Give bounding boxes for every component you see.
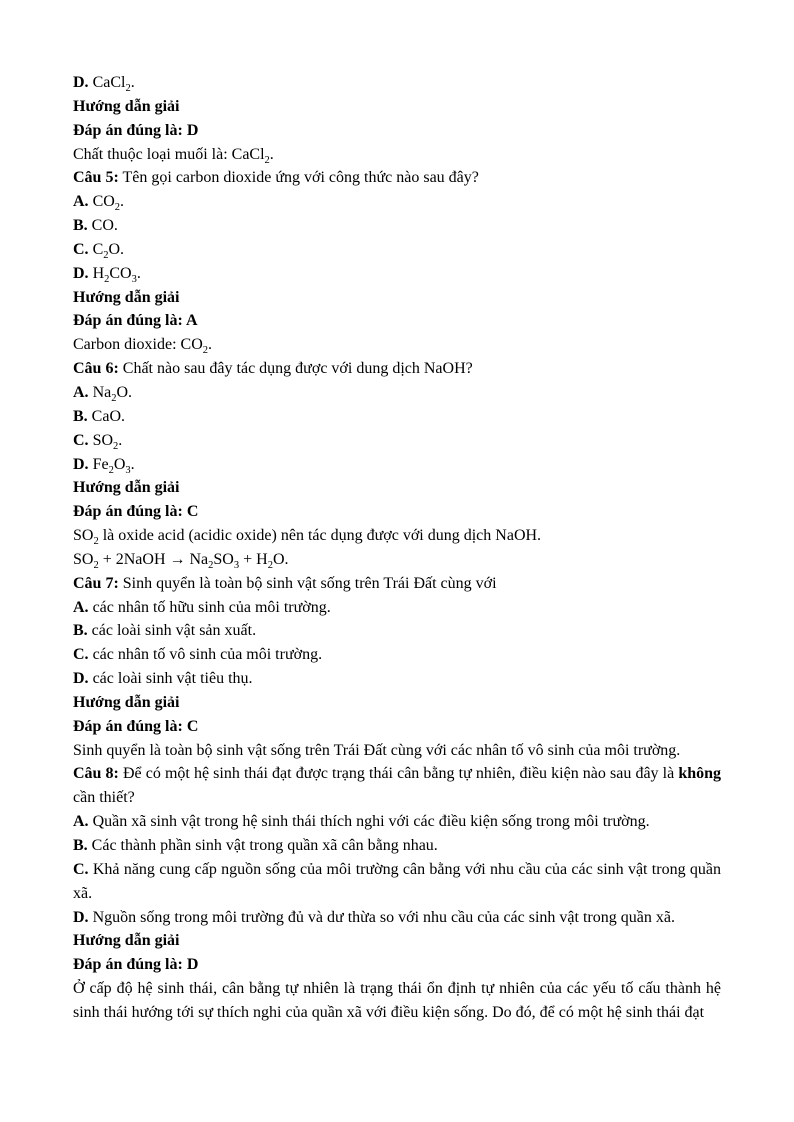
paragraph <box>73 214 721 238</box>
subscript-text: 2 <box>267 560 273 572</box>
paragraph <box>73 906 721 930</box>
paragraph <box>73 476 721 500</box>
paragraph <box>73 333 721 357</box>
body-text: . <box>208 336 213 354</box>
document-content <box>73 71 721 1025</box>
body-text: Các thành phần sinh vật trong quần xã cân bằng nhau. <box>87 837 438 854</box>
bold-text: Hướng dẫn giải <box>73 288 180 306</box>
paragraph <box>73 500 721 524</box>
paragraph <box>73 286 721 310</box>
subscript-text: 2 <box>108 464 114 476</box>
body-text: Để có một hệ sinh thái đạt được trạng thái cân bằng tự nhiên, điều kiện nào sau đây là <box>118 765 679 783</box>
body-text: Sinh quyển là toàn bộ sinh vật sống trên Trái Đất cùng với các nhân tố vô sinh của môi trường. <box>73 741 681 759</box>
subscript-text: 2 <box>113 440 119 452</box>
body-text: . <box>120 193 125 211</box>
body-text: C <box>88 240 104 258</box>
paragraph <box>73 810 721 834</box>
paragraph <box>73 858 721 906</box>
body-text: CO <box>88 193 115 211</box>
paragraph <box>73 596 721 620</box>
body-text: Carbon dioxide: CO <box>73 336 203 354</box>
bold-text: Đáp án đúng là: A <box>73 312 198 330</box>
bold-text: Đáp án đúng là: C <box>73 717 199 735</box>
bold-text: A. <box>73 813 89 831</box>
body-text: Na <box>88 383 112 401</box>
subscript-text: 2 <box>93 536 99 548</box>
paragraph <box>73 357 721 381</box>
bold-text: Đáp án đúng là: D <box>73 956 199 974</box>
bold-text: D. <box>73 74 89 91</box>
body-text: CO <box>109 264 132 282</box>
paragraph <box>73 834 721 858</box>
paragraph <box>73 190 721 214</box>
body-text: SO <box>73 527 94 545</box>
paragraph <box>73 929 721 953</box>
body-text: . <box>269 145 274 163</box>
paragraph <box>73 548 721 572</box>
paragraph <box>73 429 721 453</box>
bold-text: A. <box>73 193 89 211</box>
bold-text: B. <box>73 837 88 854</box>
paragraph <box>73 524 721 548</box>
body-text: các nhân tố vô sinh của môi trường. <box>88 646 323 664</box>
subscript-text: 2 <box>103 250 109 262</box>
paragraph <box>73 953 721 977</box>
body-text: là oxide acid (acidic oxide) nên tác dụng được với dung dịch NaOH. <box>98 527 542 545</box>
body-text: SO <box>73 550 94 568</box>
paragraph <box>73 453 721 477</box>
bold-text: C. <box>73 431 89 449</box>
bold-text: Câu 5: <box>73 169 119 187</box>
body-text: O. <box>272 550 289 568</box>
subscript-text: 2 <box>111 393 117 405</box>
body-text: Quần xã sinh vật trong hệ sinh thái thích nghi với các điều kiện sống trong môi trường. <box>88 813 650 831</box>
bold-text: B. <box>73 217 88 235</box>
paragraph <box>73 715 721 739</box>
body-text: các loài sinh vật tiêu thụ. <box>88 670 253 688</box>
subscript-text: 3 <box>125 464 131 476</box>
body-text: Nguồn sống trong môi trường đủ và dư thừa so với nhu cầu của các sinh vật trong quần xã. <box>88 908 675 926</box>
subscript-text: 2 <box>264 154 270 166</box>
subscript-text: 2 <box>114 202 121 214</box>
subscript-text: 2 <box>93 560 99 572</box>
subscript-text: 2 <box>208 560 214 572</box>
paragraph <box>73 119 721 143</box>
body-text: Chất thuộc loại muối là: CaCl <box>73 145 265 163</box>
paragraph <box>73 143 721 167</box>
bold-text: A. <box>73 383 89 401</box>
bold-text: D. <box>73 264 89 282</box>
body-text: cần thiết? <box>73 789 135 807</box>
bold-text: Câu 7: <box>73 574 119 592</box>
bold-text: Đáp án đúng là: C <box>73 503 199 521</box>
body-text: CO. <box>87 217 118 235</box>
paragraph <box>73 762 721 810</box>
body-text: H <box>88 264 105 282</box>
paragraph <box>73 166 721 190</box>
bold-text: Hướng dẫn giải <box>73 693 180 711</box>
body-text: + H <box>239 550 268 568</box>
body-text: Fe <box>88 455 109 473</box>
body-text: Khả năng cung cấp nguồn sống của môi trường cân bằng với nhu cầu của các sinh vật trong quần xã. <box>73 860 721 902</box>
subscript-text: 2 <box>104 273 110 285</box>
bold-text: C. <box>73 240 89 258</box>
body-text: + 2NaOH → Na <box>98 550 209 568</box>
body-text: . <box>130 74 135 91</box>
bold-text: C. <box>73 860 89 878</box>
paragraph <box>73 381 721 405</box>
subscript-text: 2 <box>202 345 209 357</box>
bold-text: Đáp án đúng là: D <box>73 121 199 139</box>
body-text: Chất nào sau đây tác dụng được với dung dịch NaOH? <box>118 360 473 378</box>
body-text: Sinh quyển là toàn bộ sinh vật sống trên Trái Đất cùng với <box>118 574 497 592</box>
body-text: O. <box>116 383 133 401</box>
body-text: CaO. <box>87 407 125 425</box>
paragraph <box>73 238 721 262</box>
subscript-text: 3 <box>131 273 137 285</box>
bold-text: B. <box>73 407 88 425</box>
bold-text: không <box>678 765 722 783</box>
bold-text: A. <box>73 598 89 616</box>
paragraph <box>73 262 721 286</box>
bold-text: Câu 8: <box>73 765 119 783</box>
body-text: CaCl <box>88 74 126 91</box>
bold-text: D. <box>73 670 89 688</box>
paragraph <box>73 977 721 1025</box>
body-text: . <box>136 264 141 282</box>
paragraph <box>73 572 721 596</box>
bold-text: Hướng dẫn giải <box>73 97 180 115</box>
paragraph <box>73 643 721 667</box>
paragraph <box>73 95 721 119</box>
body-text: SO <box>213 550 234 568</box>
bold-text: Hướng dẫn giải <box>73 932 180 950</box>
paragraph <box>73 691 721 715</box>
bold-text: D. <box>73 455 89 473</box>
bold-text: C. <box>73 646 89 664</box>
body-text: Tên gọi carbon dioxide ứng với công thức nào sau đây? <box>118 169 479 187</box>
body-text: các nhân tố hữu sinh của môi trường. <box>88 598 331 616</box>
body-text: các loài sinh vật sản xuất. <box>87 622 257 640</box>
paragraph <box>73 71 721 95</box>
paragraph <box>73 667 721 691</box>
body-text: Ở cấp độ hệ sinh thái, cân bằng tự nhiên là trạng thái ổn định tự nhiên của các yếu tố cấu thành hệ sinh thái hướng tới sự thích nghi của quần xã với điều kiện sống. Do đó, để có một hệ sinh thái đạt <box>73 980 721 1021</box>
body-text: . <box>130 455 135 473</box>
paragraph <box>73 309 721 333</box>
subscript-text: 3 <box>233 560 240 572</box>
paragraph <box>73 619 721 643</box>
bold-text: Câu 6: <box>73 360 119 378</box>
bold-text: Hướng dẫn giải <box>73 479 180 497</box>
body-text: O. <box>108 240 125 258</box>
body-text: . <box>118 431 123 449</box>
body-text: SO <box>88 431 114 449</box>
bold-text: B. <box>73 622 88 640</box>
subscript-text: 2 <box>125 83 131 95</box>
body-text: O <box>113 455 126 473</box>
bold-text: D. <box>73 908 89 926</box>
paragraph <box>73 739 721 763</box>
paragraph <box>73 405 721 429</box>
